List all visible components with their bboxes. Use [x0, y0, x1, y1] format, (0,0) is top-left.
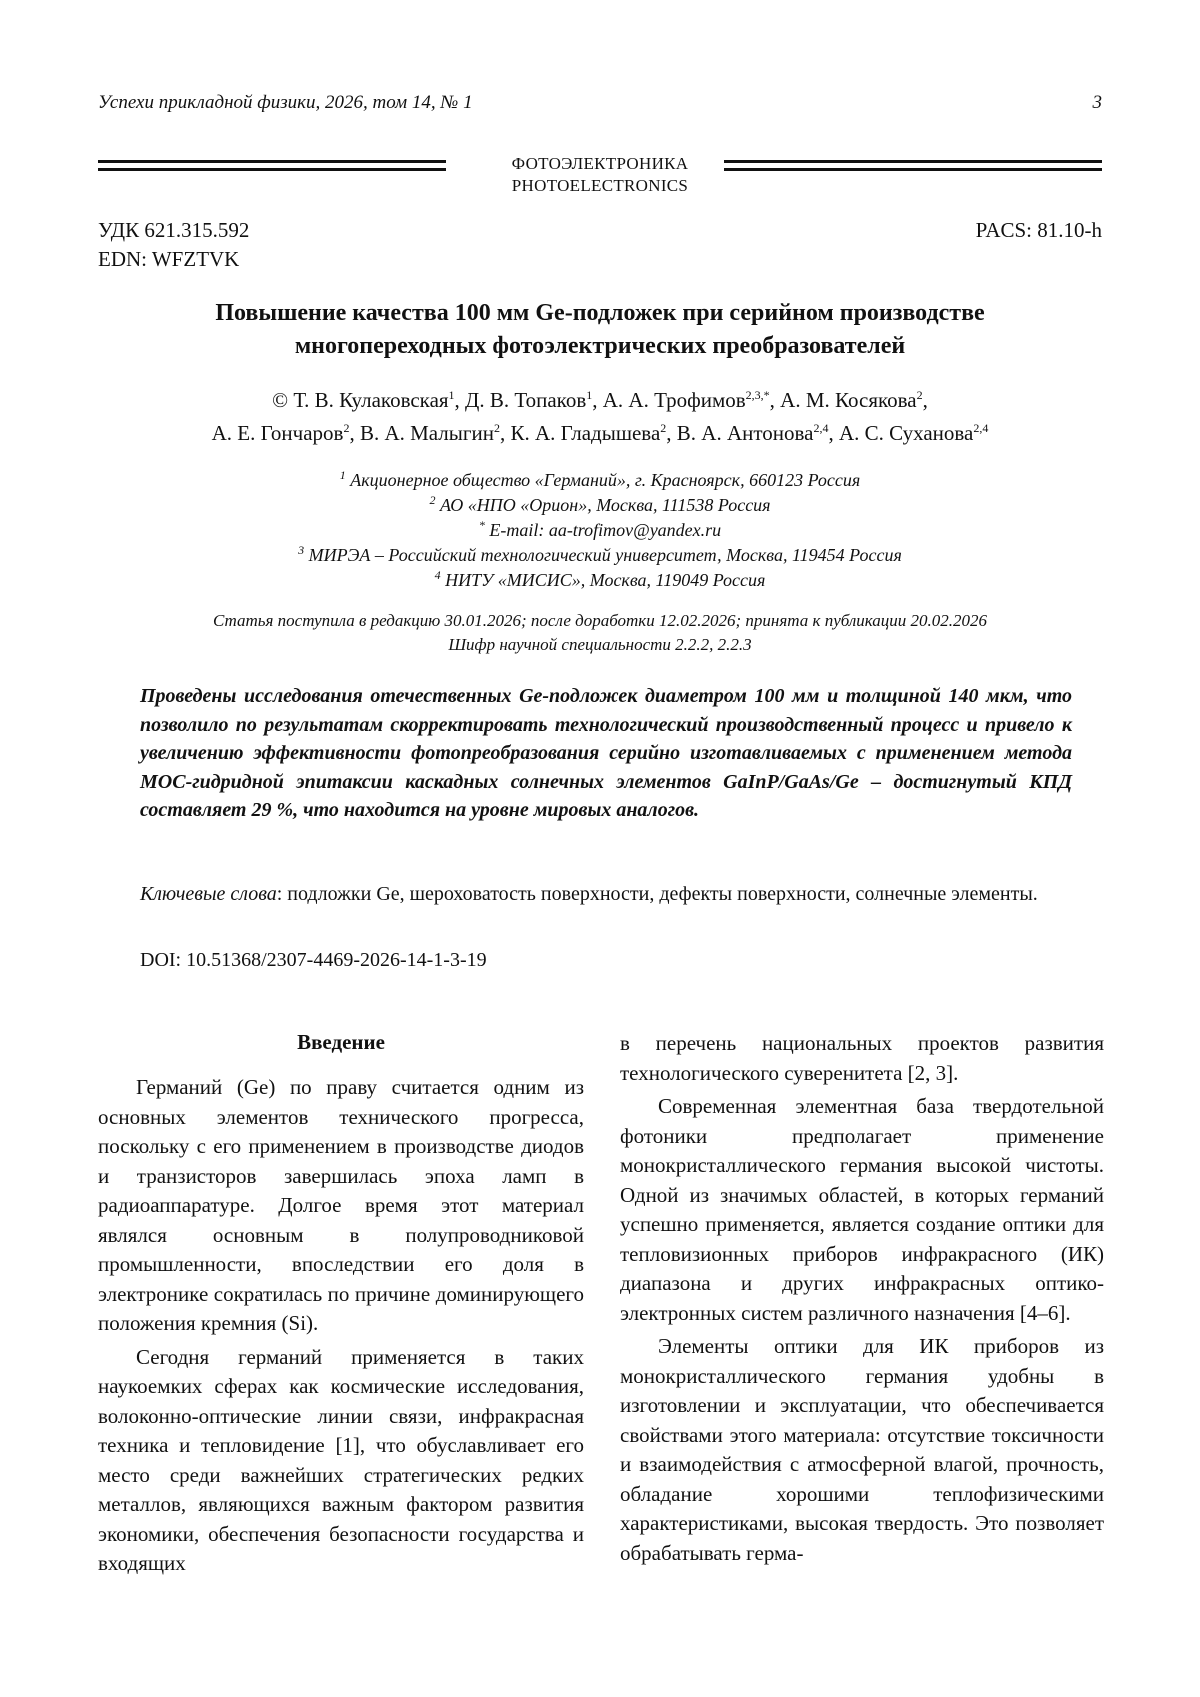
article-title: [100, 297, 1100, 363]
affiliation: $^3$ МИРЭА – Российский технологический университет, Москва, 119454 Россия: [298, 543, 902, 565]
copyright-sign: ©: [272, 388, 289, 412]
affiliation-list: [100, 468, 1100, 593]
paragraph: Элементы оптики для ИК приборов из монокристаллического германия удобны в изготовлении и эксплуатации, что обеспечивается свойствами этого материала: отсутствие токсичности и взаимодействия с атмосферной влагой, прочность, обладание хорошими теплофизическими характеристиками, высокая твердость. Это позволяет обрабатывать герма-: [620, 1334, 1104, 1565]
contact-email: * E-mail: aa-trofimov@yandex.ru: [478, 518, 722, 540]
doi: DOI: 10.51368/2307-4469-2026-14-1-3-19: [140, 949, 487, 971]
section-title-en: PHOTOELECTRONICS: [511, 176, 689, 195]
article-title-line1: Повышение качества 100 мм Ge-подложек при серийном производстве: [215, 300, 985, 326]
edn-code: EDN: WFZTVK: [98, 247, 240, 271]
section-title-ru: ФОТОЭЛЕКТРОНИКА: [511, 154, 689, 173]
paragraph: Современная элементная база твердотельной фотоники предполагает применение монокристаллического германия высокой чистоты. Одной из значимых областей, в которых германий успешно применяется, является создание оптики для тепловизионных приборов инфракрасного (ИК) диапазона и других инфракрасных оптико-электронных систем различного назначения [4–6].: [620, 1094, 1104, 1325]
author: К. А. Гладышева$^2$: [510, 421, 667, 445]
author: Т. В. Кулаковская$^1$: [293, 388, 455, 412]
paragraph: в перечень национальных проектов развития технологического суверенитета [2, 3].: [620, 1031, 1104, 1085]
udk-code: УДК 621.315.592: [98, 218, 250, 242]
page-number: 3: [1092, 92, 1102, 113]
author: А. М. Косякова$^2$: [780, 388, 923, 412]
keywords-text: : подложки Ge, шероховатость поверхности, дефекты поверхности, солнечные элементы.: [276, 883, 1038, 905]
specialty-code: Шифр научной специальности 2.2.2, 2.2.3: [448, 635, 752, 654]
author: А. Е. Гончаров$^2$: [211, 421, 350, 445]
article-title-line2: многопереходных фотоэлектрических преобразователей: [294, 333, 906, 359]
keywords: [140, 880, 1072, 909]
author-list: © Т. В. Кулаковская$^1$, Д. В. Топаков$^1$, А. А. Трофимов$^{2,3,*}$, А. М. Косякова$^2$, А. Е. Гончаров$^2$, В. А. Малыгин$^2$, К. А. Гладышева$^2$, В. А. Антонова$^{2,4}$, А. С. Суханова$^{2,4}$: [211, 388, 989, 445]
paragraph: Германий (Ge) по праву считается одним из основных элементов технического прогресса, поскольку с его применением в производстве диодов и транзисторов завершилась эпоха ламп в радиоаппаратуре. Долгое время этот материал являлся основным в полупроводниковой промышленности, впоследствии его доля в электронике сократилась по причине доминирующего положения кремния (Si).: [98, 1075, 584, 1335]
author: А. С. Суханова$^{2,4}$: [838, 421, 989, 445]
keywords-label: Ключевые слова: [140, 883, 277, 905]
affiliation: $^1$ Акционерное общество «Германий», г. Красноярск, 660123 Россия: [339, 468, 861, 490]
author: В. А. Антонова$^{2,4}$: [676, 421, 829, 445]
body-column-right: [620, 1029, 1104, 1568]
affiliation: $^4$ НИТУ «МИСИС», Москва, 119049 Россия: [434, 568, 766, 590]
section-heading-introduction: Введение: [297, 1030, 385, 1054]
abstract-text: Проведены исследования отечественных Ge-подложек диаметром 100 мм и толщиной 140 мкм, что позволило по результатам скорректировать технологический производственный процесс и привело к увеличению эффективности фотопреобразования серийно изготавливаемых с применением метода МОС-гидридной эпитаксии каскадных солнечных элементов GaInP/GaAs/Ge – достигнутый КПД составляет 29 %, что находится на уровне мировых аналогов.: [140, 685, 1072, 821]
submission-dates: [100, 609, 1100, 657]
author: Д. В. Топаков$^1$: [465, 388, 593, 412]
affiliation: $^2$ АО «НПО «Орион», Москва, 111538 Россия: [429, 493, 771, 515]
paragraph: Сегодня германий применяется в таких наукоемких сферах как космические исследования, волоконно-оптические линии связи, инфракрасная техника и тепловидение [1], что обуславливает его место среди важнейших стратегических редких металлов, являющихся важным фактором развития экономики, обеспечения безопасности государства и входящих: [98, 1344, 584, 1575]
abstract: [140, 682, 1072, 825]
body-column-left: [98, 1073, 584, 1579]
author: В. А. Малыгин$^2$: [359, 421, 500, 445]
journal-title: Успехи прикладной физики, 2026, том 14, № 1: [98, 92, 473, 113]
author: А. А. Трофимов$^{2,3,*}$: [602, 388, 770, 412]
received-dates: Статья поступила в редакцию 30.01.2026; после доработки 12.02.2026; принята к публикации 20.02.2026: [212, 611, 988, 630]
pacs-code: PACS: 81.10-h: [975, 218, 1102, 242]
